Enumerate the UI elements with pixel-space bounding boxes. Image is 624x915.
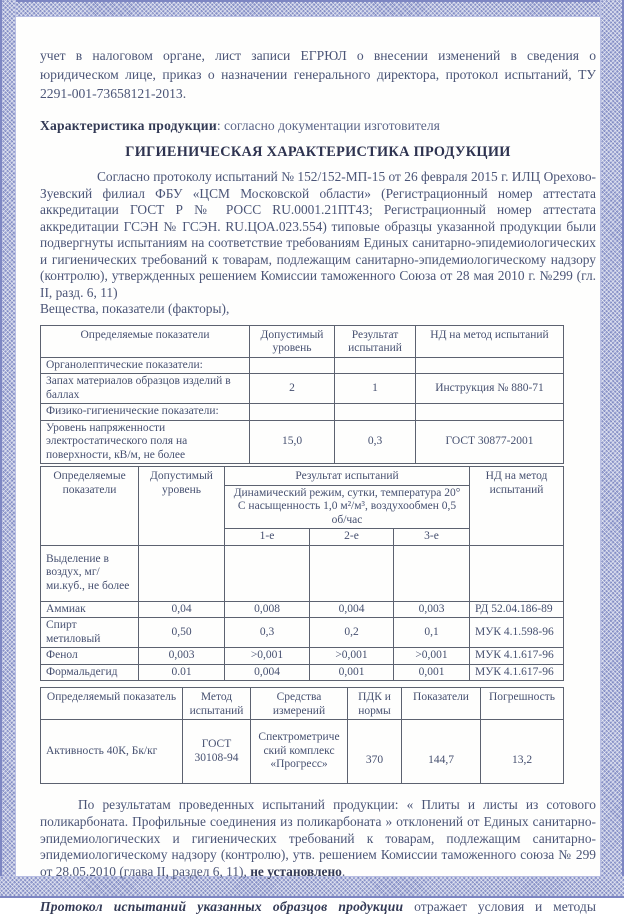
t2-header-row-1	[41, 467, 564, 486]
empty-cell	[250, 404, 335, 421]
t3-activity-name: Активность 40К, Бк/кг	[41, 720, 183, 784]
document-content	[40, 0, 596, 915]
t2-ammonia-day3: 0,003	[394, 601, 470, 618]
t2-methanol-day3: 0,1	[394, 618, 470, 648]
t2-ammonia-level: 0,04	[139, 601, 225, 618]
empty-cell	[416, 404, 564, 421]
table-row	[41, 357, 564, 374]
t2-methanol-level: 0,50	[139, 618, 225, 648]
product-characteristic-line	[40, 117, 596, 134]
t3-header-indicator: Определяемый показатель	[41, 688, 183, 720]
t2-formaldehyde-day1: 0,004	[225, 664, 310, 681]
table-row	[41, 664, 564, 681]
t2-emission-group: Выделение в воздух, мг/ми.куб., не более	[41, 545, 139, 601]
protocol-note-lead: Протокол испытаний указанных образцов продукции	[40, 898, 404, 914]
conclusion-verdict: не установлено	[250, 864, 342, 880]
t3-activity-method: ГОСТ 30108-94	[183, 720, 251, 784]
table-row	[41, 648, 564, 665]
t1-header-nd-method: НД на метод испытаний	[416, 325, 564, 357]
intro-paragraph: учет в налоговом органе, лист записи ЕГРЮЛ о внесении изменений в сведения о юридическом лице, приказ о назначении генерального директора, протокол испытаний, ТУ 2291-001-73658121-2013.	[40, 48, 596, 101]
t2-header-day-2: 2-е	[310, 529, 394, 546]
t3-header-pdk: ПДК и нормы	[348, 688, 402, 720]
t1-odor-allowed: 2	[250, 374, 335, 404]
empty-cell	[335, 357, 416, 374]
t3-header-row	[41, 688, 564, 720]
t3-activity-value: 144,7	[402, 720, 481, 784]
decorative-border-right	[600, 0, 624, 898]
table-row	[41, 720, 564, 784]
empty-cell	[470, 545, 564, 601]
t2-phenol-nd: МУК 4.1.617-96	[470, 648, 564, 665]
decorative-border-left	[0, 0, 16, 898]
t2-formaldehyde-name: Формальдегид	[41, 664, 139, 681]
product-characteristic-label: Характеристика продукции	[40, 118, 217, 133]
table-row	[41, 618, 564, 648]
t2-header-test-result: Результат испытаний	[225, 467, 470, 486]
protocol-note-rest: отражает условия и методы	[403, 898, 596, 914]
t2-phenol-day2: >0,001	[310, 648, 394, 665]
table-row	[41, 374, 564, 404]
t2-ammonia-nd: РД 52.04.186-89	[470, 601, 564, 618]
air-emission-table	[40, 466, 564, 681]
t2-phenol-day3: >0,001	[394, 648, 470, 665]
table-row	[41, 404, 564, 421]
protocol-note-line	[40, 898, 596, 915]
empty-cell	[139, 545, 225, 601]
conclusion-paragraph	[40, 797, 596, 881]
t1-physical-group: Физико-гигиенические показатели:	[41, 404, 250, 421]
t2-header-day-1: 1-е	[225, 529, 310, 546]
table-row	[41, 545, 564, 601]
t1-field-name: Уровень напряженности электростатического поля на поверхности, кВ/м, не более	[41, 420, 250, 464]
t1-field-allowed: 15,0	[250, 420, 335, 464]
t1-header-row	[41, 325, 564, 357]
t2-formaldehyde-nd: МУК 4.1.617-96	[470, 664, 564, 681]
t2-methanol-name: Спирт метиловый	[41, 618, 139, 648]
t2-phenol-level: 0,003	[139, 648, 225, 665]
t2-header-day-3: 3-е	[394, 529, 470, 546]
t1-odor-result: 1	[335, 374, 416, 404]
t2-formaldehyde-day3: 0,001	[394, 664, 470, 681]
t1-organoleptic-group: Органолептические показатели:	[41, 357, 250, 374]
t3-header-values: Показатели	[402, 688, 481, 720]
t3-activity-pdk: 370	[348, 720, 402, 784]
t2-header-indicators: Определяемые показатели	[41, 467, 139, 546]
protocol-paragraph: Согласно протоколу испытаний № 152/152-МП-15 от 26 февраля 2015 г. ИЛЦ Орехово-Зуевский филиал ФБУ «ЦСМ Московской области» (Регистрационный номер аттестата аккредитации ГОСТ Р № РОСС RU.0001.21ПТ43; Регистрационный номер аттестата аккредитации ГСЭН № ГСЭН. RU.ЦОА.023.554) типовые образцы указанной продукции были подвергнуты испытаниям на соответствие требованиям Единых санитарно-эпидемиологических и гигиенических требований к товарам, подлежащим санитарно-эпидемиологическому надзору (контролю), утвержденных решением Комиссии таможенного Союза от 28 мая 2010 г. №299 (гл. II, разд. 6, 11)	[40, 169, 596, 300]
radioactivity-table	[40, 687, 564, 784]
table-row	[41, 601, 564, 618]
product-characteristic-value: : согласно документации изготовителя	[216, 118, 440, 133]
t2-header-allowed-level: Допустимый уровень	[139, 467, 225, 546]
t2-header-dynamic-mode: Динамический режим, сутки, температура 20° С насыщенность 1,0 м²/м³, воздухообмен 0,5 об/час	[225, 485, 470, 529]
t1-header-test-result: Результат испытаний	[335, 325, 416, 357]
empty-cell	[310, 545, 394, 601]
t2-phenol-name: Фенол	[41, 648, 139, 665]
empty-cell	[416, 357, 564, 374]
t2-phenol-day1: >0,001	[225, 648, 310, 665]
t1-field-result: 0,3	[335, 420, 416, 464]
empty-cell	[394, 545, 470, 601]
t2-header-nd-method: НД на метод испытаний	[470, 467, 564, 546]
t2-ammonia-name: Аммиак	[41, 601, 139, 618]
t2-methanol-day1: 0,3	[225, 618, 310, 648]
t2-ammonia-day2: 0,004	[310, 601, 394, 618]
table-row	[41, 420, 564, 464]
t1-field-nd: ГОСТ 30877-2001	[416, 420, 564, 464]
organoleptic-indicators-table	[40, 325, 564, 465]
conclusion-period: .	[341, 864, 346, 880]
section-heading: ГИГИЕНИЧЕСКАЯ ХАРАКТЕРИСТИКА ПРОДУКЦИИ	[125, 144, 511, 160]
empty-cell	[225, 545, 310, 601]
t3-header-error: Погрешность	[481, 688, 564, 720]
empty-cell	[335, 404, 416, 421]
t2-formaldehyde-day2: 0,001	[310, 664, 394, 681]
t3-activity-error: 13,2	[481, 720, 564, 784]
t2-methanol-nd: МУК 4.1.598-96	[470, 618, 564, 648]
t1-header-allowed-level: Допустимый уровень	[250, 325, 335, 357]
t3-header-method: Метод испытаний	[183, 688, 251, 720]
t1-odor-nd: Инструкция № 880-71	[416, 374, 564, 404]
t3-activity-means: Спектрометриче ский комплекс «Прогресс»	[251, 720, 348, 784]
t3-header-means: Средства измерений	[251, 688, 348, 720]
t1-odor-name: Запах материалов образцов изделий в баллах	[41, 374, 250, 404]
conclusion-text: По результатам проведенных испытаний продукции: « Плиты и листы из сотового поликарбоната. Профильные соединения из поликарбоната » отклонений от Единых санитарно-эпидемиологических и гигиенических требований к товарам, подлежащим санитарно-эпидемиологическому надзору (контролю), утв. решением Комиссии таможенного союза № 299 от 28.05.2010 (глава II, раздел 6, 11),	[40, 797, 596, 880]
t1-header-indicators: Определяемые показатели	[41, 325, 250, 357]
t2-formaldehyde-level: 0.01	[139, 664, 225, 681]
substances-line: Вещества, показатели (факторы),	[40, 301, 230, 316]
t2-methanol-day2: 0,2	[310, 618, 394, 648]
empty-cell	[250, 357, 335, 374]
t2-ammonia-day1: 0,008	[225, 601, 310, 618]
